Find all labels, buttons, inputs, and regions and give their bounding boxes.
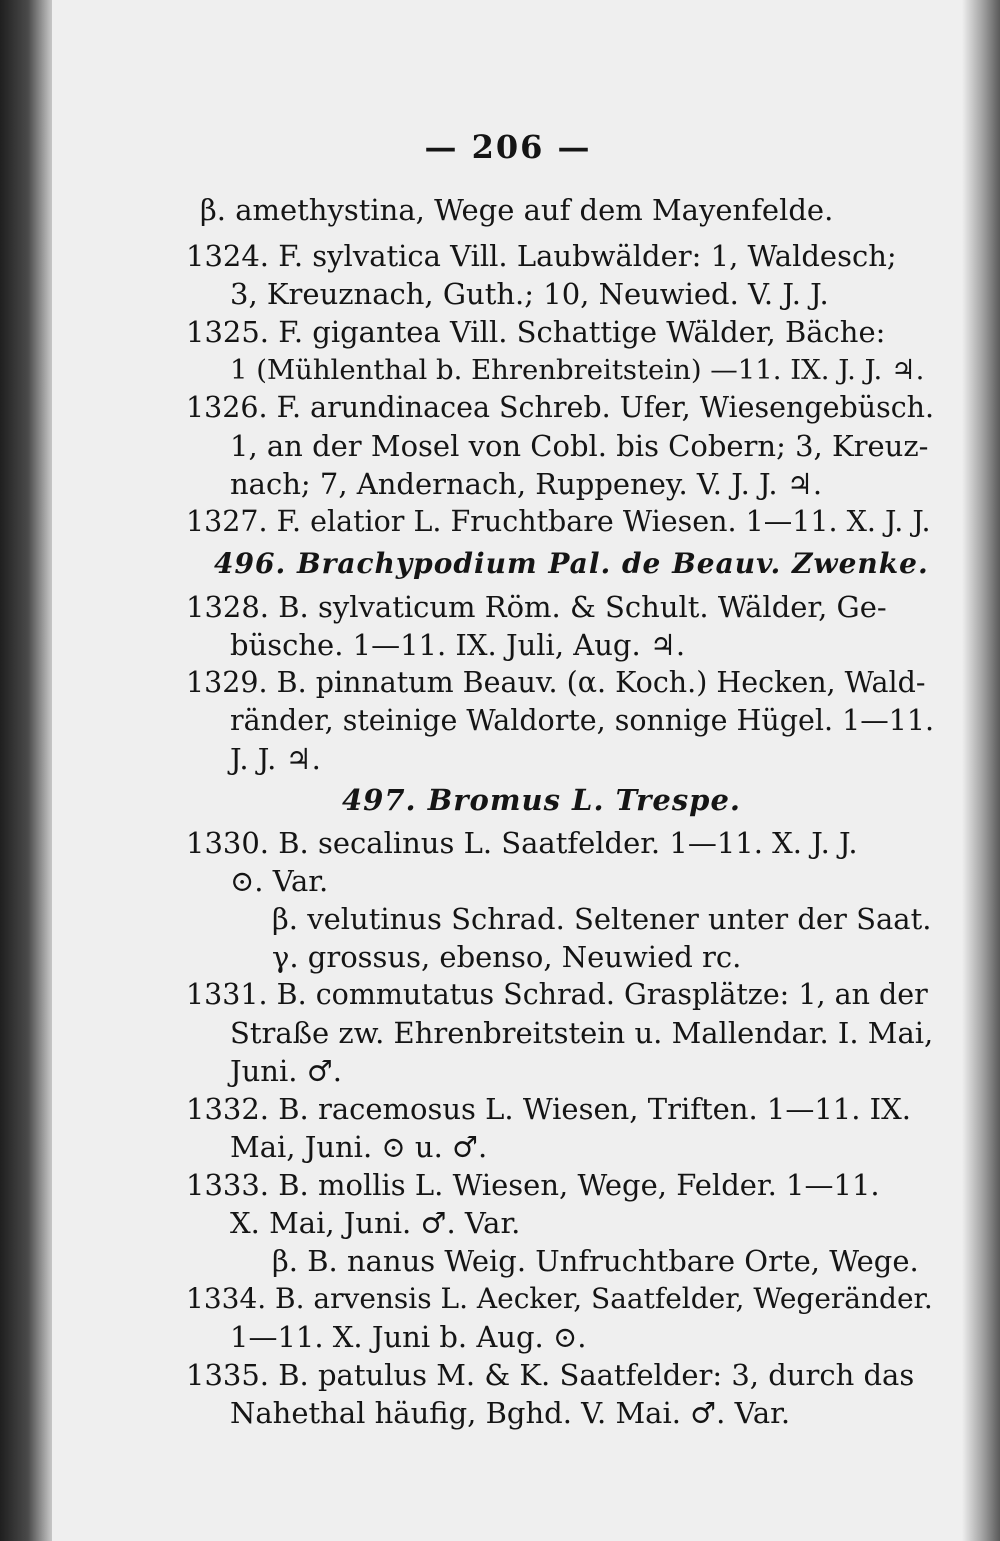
text-line: 1, an der Mosel von Cobl. bis Cobern; 3, Kreuz- bbox=[230, 429, 929, 463]
text-line: Straße zw. Ehrenbreitstein u. Mallendar. I. Mai, bbox=[230, 1016, 934, 1050]
text-line: β. B. nanus Weig. Unfruchtbare Orte, Wege. bbox=[272, 1244, 919, 1278]
text-line: 1330. B. secalinus L. Saatfelder. 1—11. X. J. J. bbox=[186, 826, 858, 860]
text-line: 1334. B. arvensis L. Aecker, Saatfelder, Wegeränder. bbox=[186, 1282, 933, 1315]
text-line: 1326. F. arundinacea Schreb. Ufer, Wiesengebüsch. bbox=[186, 391, 935, 424]
text-line: 1 (Mühlenthal b. Ehrenbreitstein) —11. IX. J. J. ♃. bbox=[230, 354, 925, 386]
page-edge bbox=[962, 0, 1000, 1541]
text-line: nach; 7, Andernach, Ruppeney. V. J. J. ♃. bbox=[230, 467, 823, 501]
text-line: Juni. ♂. bbox=[230, 1054, 342, 1088]
text-line: γ. grossus, ebenso, Neuwied rc. bbox=[272, 940, 742, 974]
text-line: 1328. B. sylvaticum Röm. & Schult. Wälder, Ge- bbox=[186, 590, 887, 624]
text-line: ⊙. Var. bbox=[230, 864, 329, 898]
text-line: Nahethal häufig, Bghd. V. Mai. ♂. Var. bbox=[230, 1396, 791, 1430]
text-line: 1—11. X. Juni b. Aug. ⊙. bbox=[230, 1320, 587, 1354]
text-line: 1331. B. commutatus Schrad. Grasplätze: 1, an der bbox=[186, 978, 928, 1011]
text-line: 3, Kreuznach, Guth.; 10, Neuwied. V. J. J. bbox=[230, 277, 829, 311]
text-line: büsche. 1—11. IX. Juli, Aug. ♃. bbox=[230, 628, 686, 662]
text-line: 1333. B. mollis L. Wiesen, Wege, Felder. 1—11. bbox=[186, 1168, 880, 1202]
page-content bbox=[52, 0, 964, 1541]
text-line: J. J. ♃. bbox=[230, 742, 321, 776]
text-line: Mai, Juni. ⊙ u. ♂. bbox=[230, 1130, 488, 1164]
text-line: 1329. B. pinnatum Beauv. (α. Koch.) Hecken, Wald- bbox=[186, 666, 926, 699]
text-line: β. velutinus Schrad. Seltener unter der Saat. bbox=[272, 902, 932, 936]
text-line: 1327. F. elatior L. Fruchtbare Wiesen. 1—11. X. J. J. bbox=[186, 505, 931, 538]
genus-heading: 496. Brachypodium Pal. de Beauv. Zwenke. bbox=[214, 547, 929, 580]
genus-heading: 497. Bromus L. Trespe. bbox=[342, 783, 741, 817]
text-line: ränder, steinige Waldorte, sonnige Hügel. 1—11. bbox=[230, 704, 935, 737]
text-line: 1332. B. racemosus L. Wiesen, Triften. 1—11. IX. bbox=[186, 1092, 911, 1126]
text-line: 1324. F. sylvatica Vill. Laubwälder: 1, Waldesch; bbox=[186, 239, 897, 273]
text-line: β. amethystina, Wege auf dem Mayenfelde. bbox=[200, 193, 834, 227]
page-number: — 206 — bbox=[424, 128, 592, 166]
text-line: 1325. F. gigantea Vill. Schattige Wälder, Bäche: bbox=[186, 315, 886, 349]
book-page bbox=[52, 0, 964, 1541]
text-line: X. Mai, Juni. ♂. Var. bbox=[230, 1206, 521, 1240]
text-line: 1335. B. patulus M. & K. Saatfelder: 3, durch das bbox=[186, 1358, 915, 1392]
